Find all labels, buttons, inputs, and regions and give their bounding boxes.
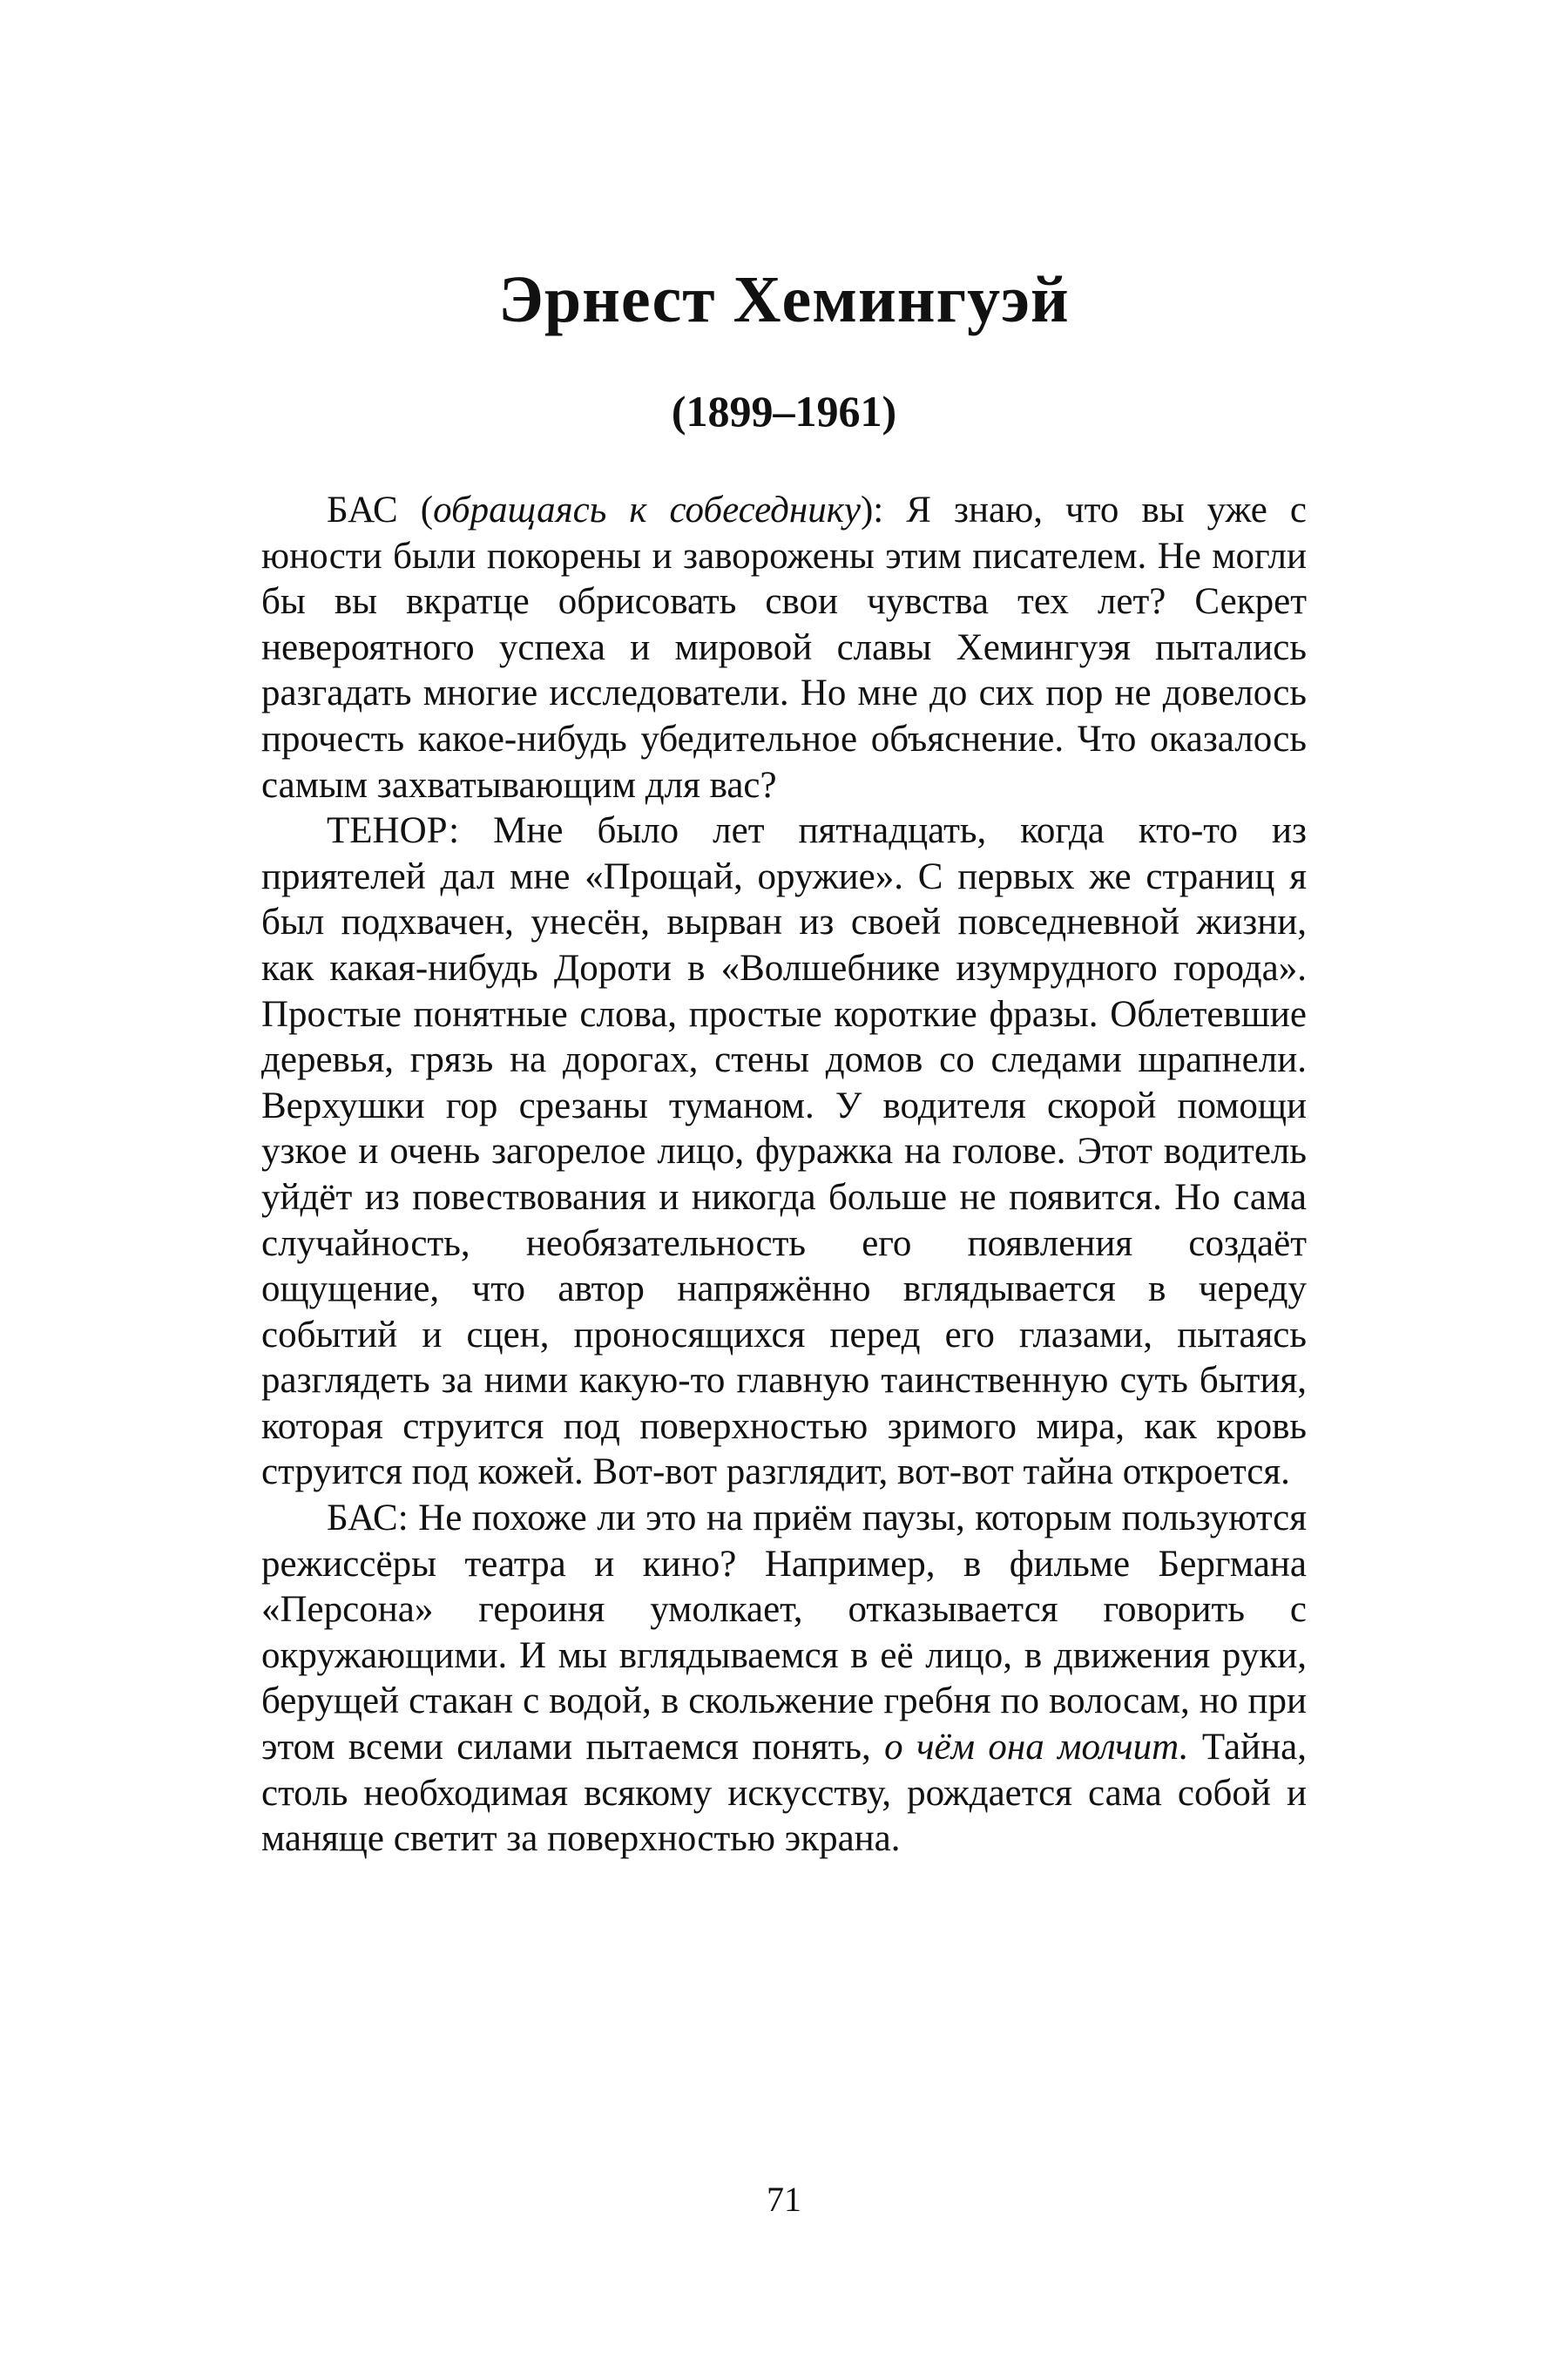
life-years: (1899–1961) bbox=[671, 387, 897, 436]
paragraph-bass-remark bbox=[261, 1496, 1307, 1863]
text-run: ТЕНОР: Мне было лет пятнадцать, когда кто-то из приятелей дал мне «Прощай, оружие». С первых же страниц я был подхвачен, унесён, вырван из своей повседневной жизни, как какая-нибудь Дороти в «Волшебнике изумрудного города». Простые понятные слова, простые короткие фразы. Облетевшие деревья, грязь на дорогах, стены домов со следами шрапнели. Верхушки гор срезаны туманом. У водителя скорой помощи узкое и очень загорелое лицо, фуражка на голове. Этот водитель уйдёт из повествования и никогда больше не появится. Но сама случайность, необязательность его появления создаёт ощущение, что автор напряжённо вглядывается в череду событий и сцен, проносящихся перед его глазами, пытаясь разглядеть за ними какую-то главную таинственную суть бытия, которая струится под поверхностью зримого мира, как кровь струится под кожей. Вот-вот разглядит, вот-вот тайна откроется. bbox=[261, 810, 1307, 1493]
italic-phrase: о чём она молчит. bbox=[884, 1727, 1189, 1768]
dialogue-text bbox=[261, 488, 1307, 1863]
text-run: БАС ( bbox=[327, 490, 434, 531]
paragraph-bass-question bbox=[261, 488, 1307, 808]
stage-direction: обращаясь к собеседнику bbox=[433, 490, 861, 531]
paragraph-tenor-answer bbox=[261, 808, 1307, 1496]
text-run: Тайна, столь необходимая всякому искусству, рождается сама собой и маняще светит за поверхностью экрана. bbox=[261, 1727, 1308, 1860]
text-run: ): Я знаю, что вы уже с юности были покорены и заворожены этим писателем. Не могли бы вы вкратце обрисовать свои чувства тех лет? Секрет невероятного успеха и мировой славы Хемингуэя пытались разгадать многие исследователи. Но мне до сих пор не довелось прочесть какое-нибудь убедительное объяснение. Что оказалось самым захватывающим для вас? bbox=[261, 490, 1307, 806]
text-run: БАС: Не похоже ли это на приём паузы, которым пользуются режиссёры театра и кино? Например, в фильме Бергмана «Персона» героиня умолкает, отказывается говорить с окружающими. И мы вглядываемся в её лицо, в движения руки, берущей стакан с водой, в скольжение гребня по волосам, но при этом всеми силами пытаемся понять, bbox=[261, 1498, 1307, 1768]
page-number: 71 bbox=[767, 2180, 801, 2219]
page-title: Эрнест Хемингуэй bbox=[498, 263, 1070, 336]
